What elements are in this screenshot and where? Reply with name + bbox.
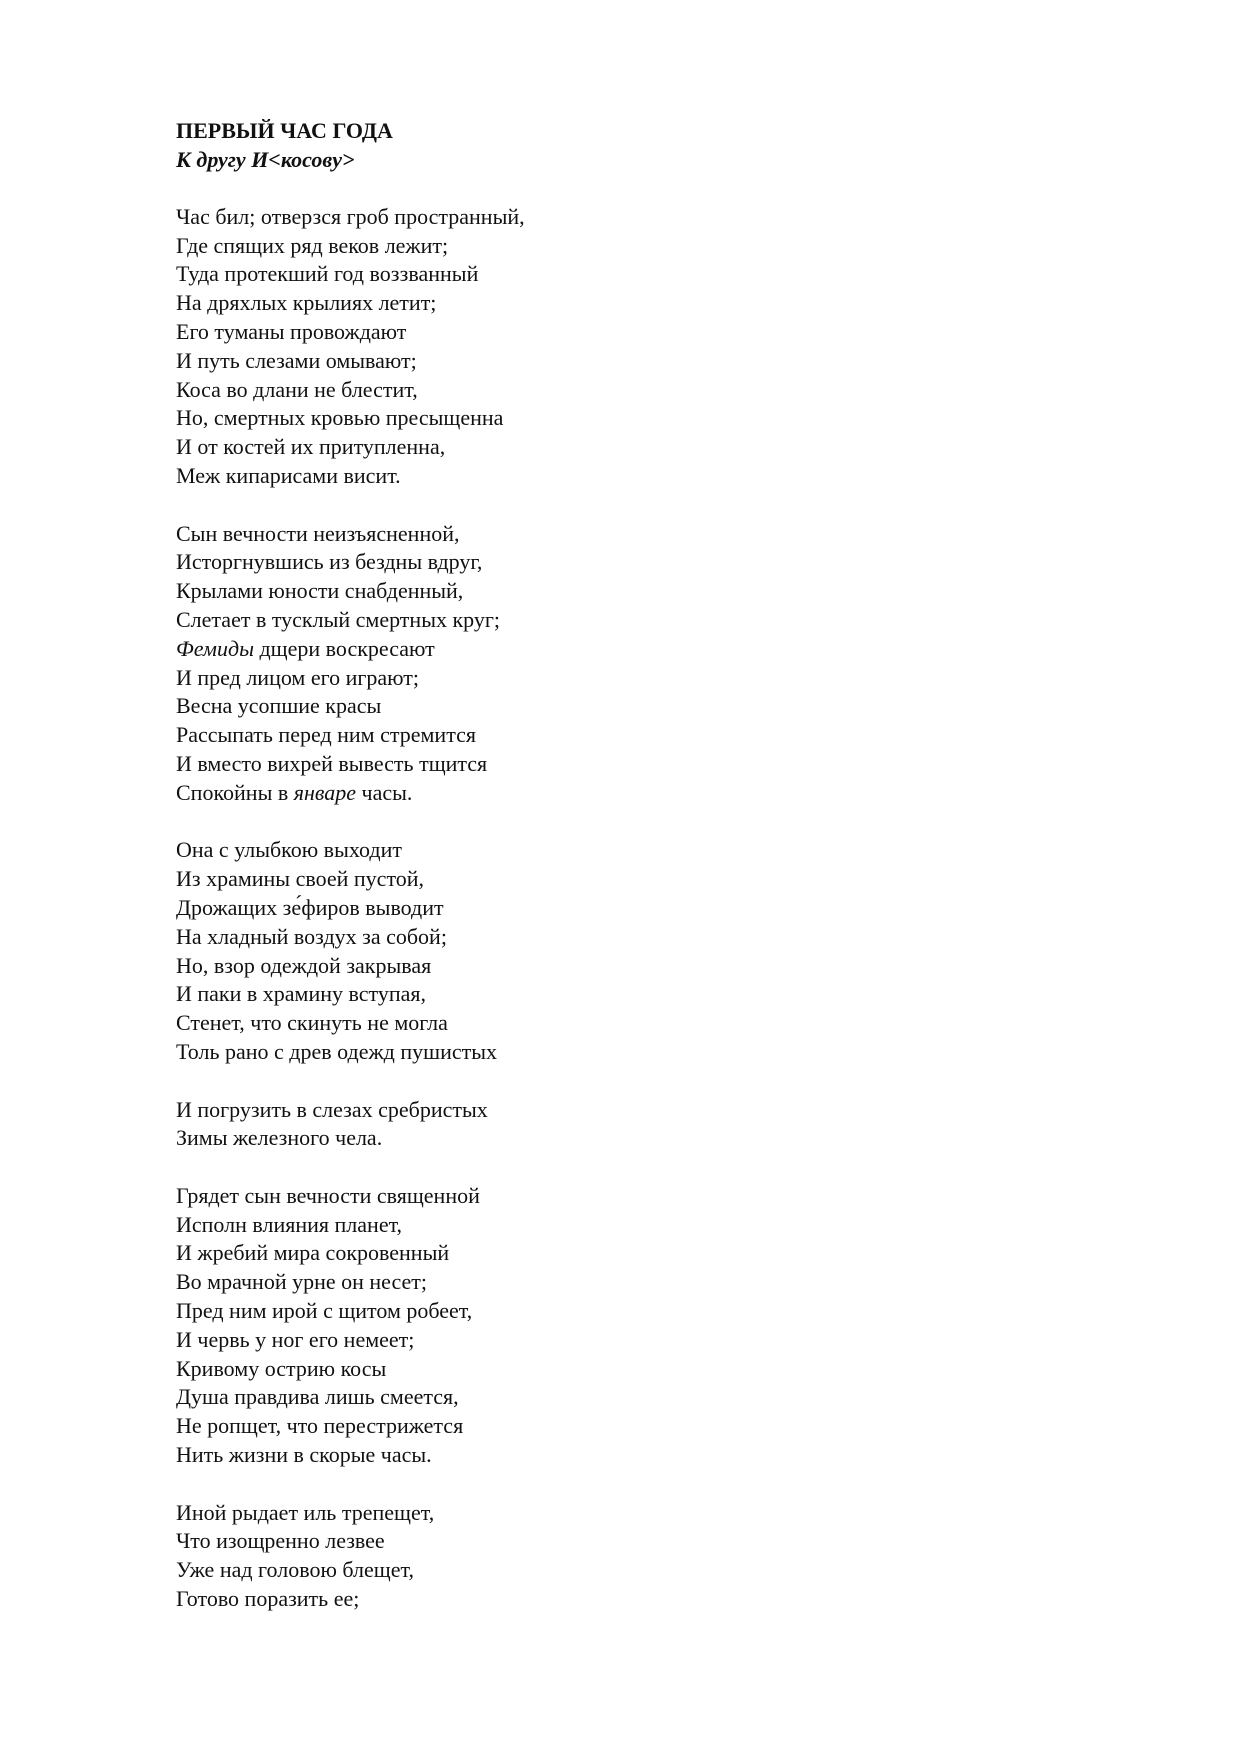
stanza-5 [176, 1182, 1076, 1470]
verse-line: Сын вечности неизъясненной, [176, 520, 460, 546]
stanza-1 [176, 203, 1076, 491]
verse-line: Грядет сын вечности священной [176, 1182, 480, 1208]
verse-line: Готово поразить ее; [176, 1586, 360, 1612]
verse-line: Иной рыдает иль трепещет, [176, 1499, 435, 1525]
verse-line: И погрузить в слезах сребристых [176, 1096, 488, 1122]
italic-word: январе [293, 779, 357, 805]
verse-line: Где спящих ряд веков лежит; [176, 232, 449, 258]
verse-line: И жребий мира сокровенный [176, 1240, 450, 1266]
verse-line [176, 635, 1076, 664]
verse-line: На дряхлых крылиях летит; [176, 290, 437, 316]
verse-line: Туда протекший год воззванный [176, 261, 479, 287]
verse-line: Коса во длани не блестит, [176, 376, 418, 402]
stanza-6 [176, 1499, 1076, 1614]
verse-line: Его туманы провождают [176, 318, 407, 344]
verse-line: Весна усопшие красы [176, 693, 382, 719]
verse-line: Исторгнувшись из бездны вдруг, [176, 549, 483, 575]
verse-line: Нить жизни в скорые часы. [176, 1442, 432, 1468]
verse-text: дщери воскресают [253, 635, 435, 661]
stanza-2 [176, 520, 1076, 808]
verse-line: И пред лицом его играют; [176, 664, 420, 690]
verse-line: Слетает в тусклый смертных круг; [176, 606, 501, 632]
verse-line: Из храмины своей пустой, [176, 866, 425, 892]
verse-line: И вместо вихрей вывесть тщится [176, 750, 488, 776]
verse-line: Дрожащих зе́фиров выводит [176, 894, 444, 920]
verse-line: Во мрачной урне он несет; [176, 1269, 428, 1295]
verse-line: Но, смертных кровью пресыщенна [176, 405, 504, 431]
italic-word: Фемиды [176, 635, 254, 661]
verse-line: Уже над головою блещет, [176, 1557, 414, 1583]
verse-line: Не ропщет, что перестрижется [176, 1413, 464, 1439]
poem-title: ПЕРВЫЙ ЧАС ГОДА [176, 118, 393, 143]
poem-container [176, 116, 1076, 1614]
stanza-4 [176, 1096, 1076, 1154]
verse-line: Что изощренно лезвее [176, 1528, 385, 1554]
verse-line: Толь рано с древ одежд пушистых [176, 1038, 498, 1064]
verse-line: Душа правдива лишь смеется, [176, 1384, 459, 1410]
verse-line: Пред ним ирой с щитом робеет, [176, 1298, 473, 1324]
verse-text: Спокойны в [176, 779, 294, 805]
verse-line: Кривому острию косы [176, 1355, 387, 1381]
verse-line: Рассыпать перед ним стремится [176, 722, 476, 748]
verse-line: Меж кипарисами висит. [176, 462, 401, 488]
verse-line: И червь у ног его немеет; [176, 1326, 415, 1352]
verse-line: Зимы железного чела. [176, 1125, 383, 1151]
verse-line: Но, взор одеждой закрывая [176, 952, 432, 978]
verse-line: Она с улыбкою выходит [176, 837, 402, 863]
verse-line: Исполн влияния планет, [176, 1211, 403, 1237]
verse-text: часы. [356, 779, 413, 805]
title-spacer [176, 174, 1076, 203]
verse-line: Стенет, что скинуть не могла [176, 1010, 448, 1036]
verse-line: И путь слезами омывают; [176, 347, 417, 373]
verse-line: И паки в храмину вступая, [176, 981, 427, 1007]
verse-line [176, 779, 1076, 808]
verse-line: Час бил; отверзся гроб пространный, [176, 203, 525, 229]
stanza-3 [176, 836, 1076, 1066]
poem-dedication: К другу И<косову> [176, 147, 355, 172]
verse-line: И от костей их притупленна, [176, 434, 446, 460]
verse-line: Крылами юности снабденный, [176, 578, 464, 604]
verse-line: На хладный воздух за собой; [176, 923, 447, 949]
